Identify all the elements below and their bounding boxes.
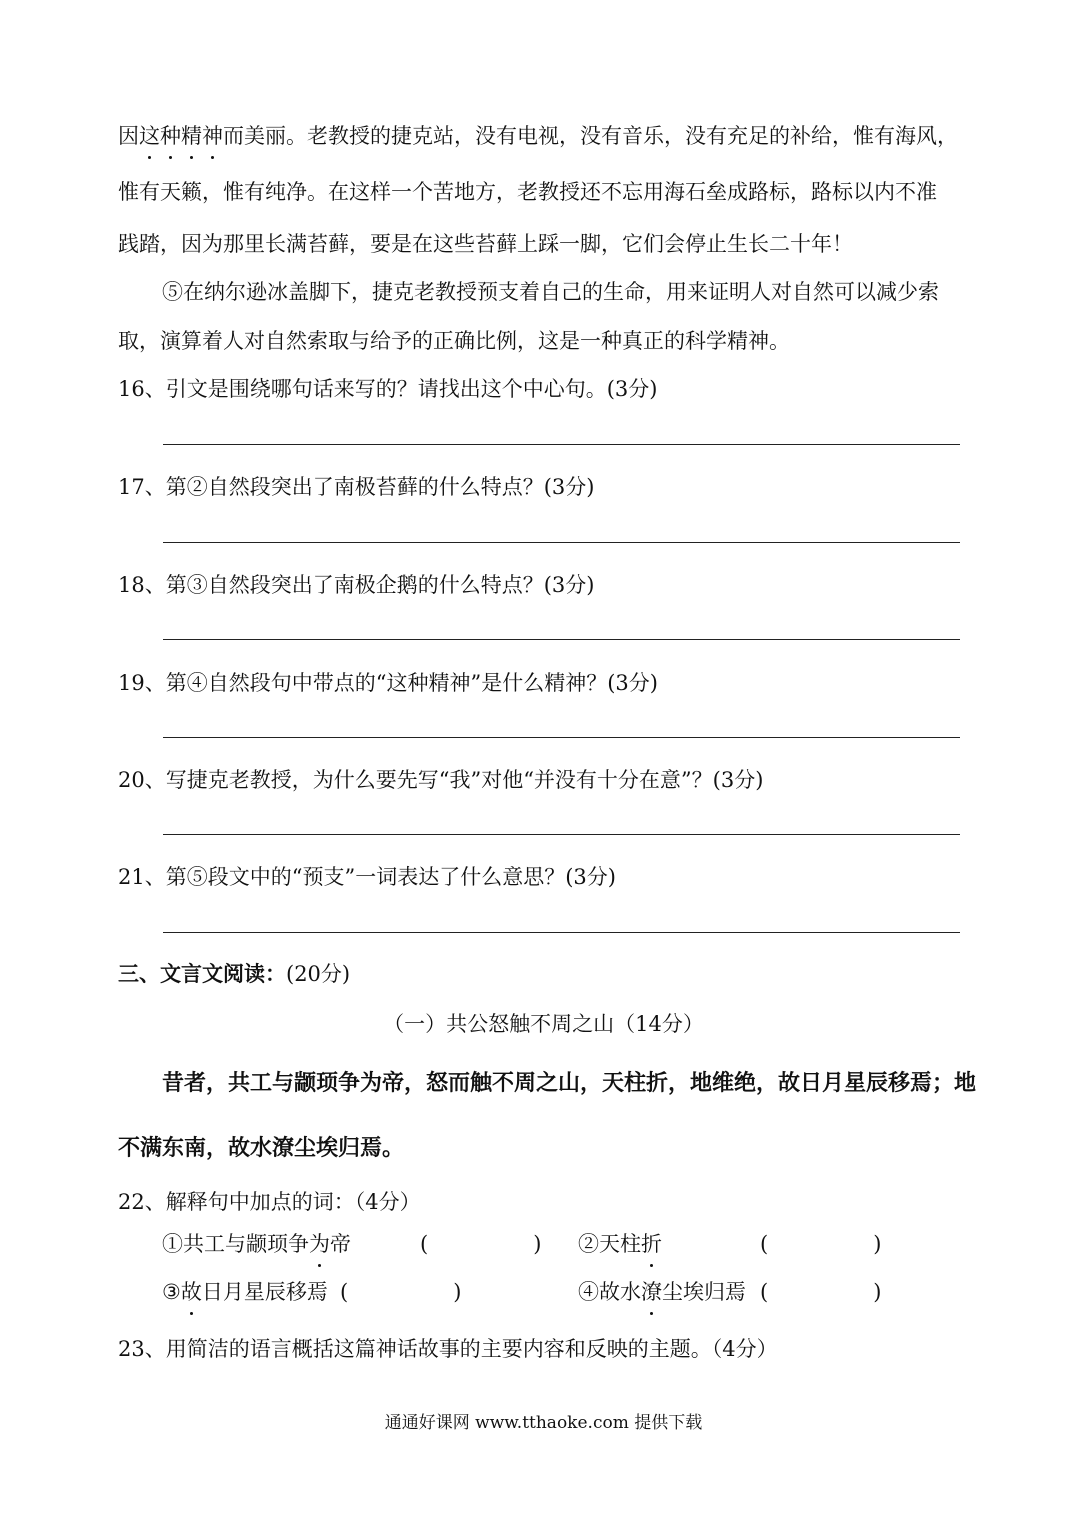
dotted-char: 神 [202,120,223,150]
question-22: 22、解释句中加点的词：（4分） [118,1190,421,1214]
question-18: 18、第③自然段突出了南极企鹅的什么特点？(3分) [118,573,595,597]
classical-text-line1: 昔者，共工与颛顼争为帝，怒而触不周之山，天柱折，地维绝，故日月星辰移焉；地 [162,1071,977,1096]
dotted-phrase [139,124,223,148]
passage-p4-line3: 践踏，因为那里长满苔藓，要是在这些苔藓上踩一脚，它们会停止生长二十年！ [118,232,853,256]
question-21: 21、第⑤段文中的“预支”一词表达了什么意思？(3分) [118,865,616,889]
answer-line-21[interactable] [163,932,960,933]
question-16: 16、引文是围绕哪句话来写的？请找出这个中心句。(3分) [118,377,658,401]
answer-line-16[interactable] [163,444,960,445]
dotted-word: 折 [641,1228,662,1258]
question-17: 17、第②自然段突出了南极苔藓的什么特点？(3分) [118,475,595,499]
q22-blank-3[interactable]: ( ) [340,1280,462,1304]
passage-p4-line2: 惟有天籁，惟有纯净。在这样一个苦地方，老教授还不忘用海石垒成路标，路标以内不准 [118,180,937,204]
dotted-word: 潦 [641,1276,662,1306]
dotted-char: 这 [139,120,160,150]
q22-blank-4[interactable]: ( ) [760,1280,882,1304]
footer-text: 通通好课网 www.tthaoke.com 提供下载 [384,1413,703,1433]
q22-item-4: ④故水潦尘埃归焉 [578,1276,746,1306]
answer-line-17[interactable] [163,542,960,543]
dotted-word: 故 [181,1276,202,1306]
question-20: 20、写捷克老教授，为什么要先写“我”对他“并没有十分在意”？(3分) [118,768,764,792]
dotted-char: 种 [160,120,181,150]
section-3-subtitle: （一）共公怒触不周之山（14分） [383,1012,704,1036]
q22-item-2: ②天柱折 [578,1228,662,1258]
dotted-char: 精 [181,120,202,150]
q22-blank-2[interactable]: ( ) [760,1232,882,1256]
section-3-title: 三、文言文阅读：(20分) [118,962,351,986]
classical-text-line2: 不满东南，故水潦尘埃归焉。 [118,1136,405,1161]
question-23: 23、用简洁的语言概括这篇神话故事的主要内容和反映的主题。（4分） [118,1337,778,1361]
q22-blank-1[interactable]: ( ) [420,1232,542,1256]
passage-p4-line1: 因这种精神而美丽。老教授的捷克站，没有电视，没有音乐，没有充足的补给，惟有海风， [118,120,958,150]
answer-line-19[interactable] [163,737,960,738]
passage-p5-line1: ⑤在纳尔逊冰盖脚下，捷克老教授预支着自己的生命，用来证明人对自然可以减少索 [162,280,939,304]
q22-item-3: ③故日月星辰移焉 [162,1276,328,1306]
q22-item-1: ①共工与颛顼争为帝 [162,1228,351,1258]
answer-line-20[interactable] [163,834,960,835]
question-19: 19、第④自然段句中带点的“这种精神”是什么精神？(3分) [118,671,658,695]
passage-p5-line2: 取，演算着人对自然索取与给予的正确比例，这是一种真正的科学精神。 [118,329,790,353]
answer-line-18[interactable] [163,639,960,640]
dotted-word: 为 [309,1228,330,1258]
